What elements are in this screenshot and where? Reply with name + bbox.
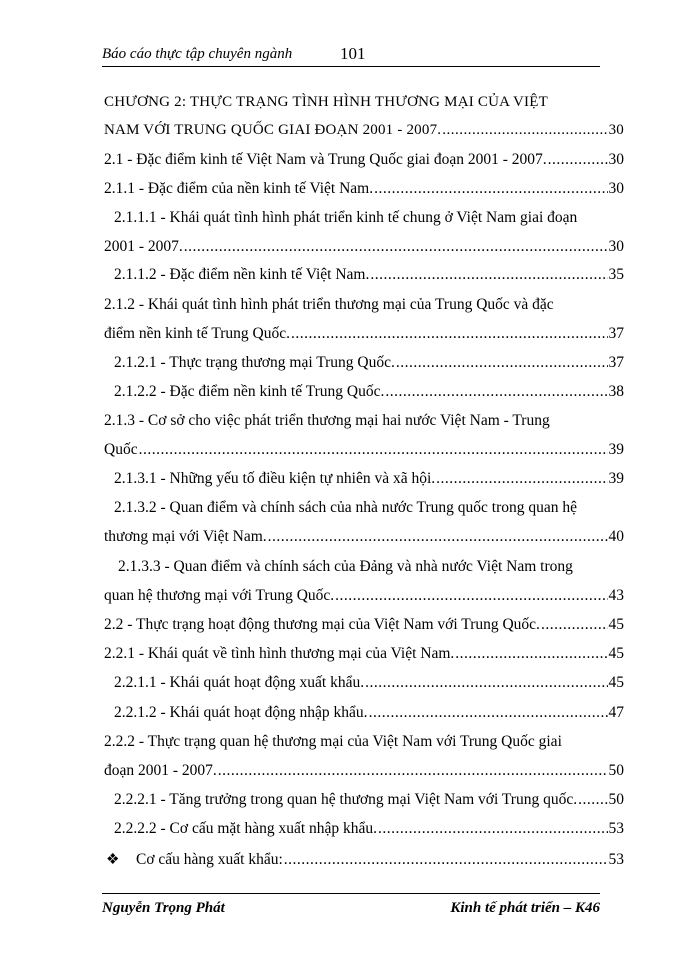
dot-leader bbox=[218, 760, 608, 782]
toc-entry-text: NAM VỚI TRUNG QUỐC GIAI ĐOẠN 2001 - 2007. bbox=[104, 122, 442, 138]
dot-leader bbox=[335, 585, 607, 607]
toc-entry bbox=[104, 526, 624, 548]
dot-leader bbox=[541, 614, 608, 636]
toc-entry-page: 43 bbox=[608, 587, 624, 604]
toc-entry-text: 2.1.1.2 - Đặc điểm nền kinh tế Việt Nam. bbox=[114, 266, 370, 283]
toc-entry-text: 2.2.2.1 - Tăng trưởng trong quan hệ thương mại Việt Nam với Trung quốc. bbox=[114, 791, 578, 808]
toc-entry-page: 30 bbox=[608, 122, 624, 138]
toc-entry-page: 39 bbox=[608, 470, 624, 487]
toc-entry-text: 2.2.1.1 - Khái quát hoạt động xuất khẩu. bbox=[114, 674, 365, 691]
toc-entry-page: 50 bbox=[608, 762, 624, 779]
header-title: Báo cáo thực tập chuyên ngành bbox=[102, 46, 293, 62]
dot-leader bbox=[268, 526, 608, 548]
dot-leader bbox=[378, 818, 607, 840]
toc-entry-text: 2.1.2.2 - Đặc điểm nền kinh tế Trung Quốc. bbox=[114, 383, 385, 400]
page-footer bbox=[102, 893, 600, 922]
toc-entry bbox=[114, 672, 624, 694]
toc-entry bbox=[104, 585, 624, 607]
toc-entry-text: 2.1.1 - Đặc điểm của nền kinh tế Việt Nam. bbox=[104, 180, 374, 197]
toc-entry-page: 39 bbox=[608, 441, 624, 458]
toc-entry-line1: 2.1.2 - Khái quát tình hình phát triển thương mại của Trung Quốc và đặc bbox=[104, 296, 554, 313]
toc-entry-page: 30 bbox=[608, 180, 624, 197]
toc-entry-text: 2.1 - Đặc điểm kinh tế Việt Nam và Trung Quốc giai đoạn 2001 - 2007. bbox=[104, 151, 547, 168]
toc-entry-page: 38 bbox=[608, 383, 624, 400]
toc-entry-line1: 2.1.1.1 - Khái quát tình hình phát triển kinh tế chung ở Việt Nam giai đoạn bbox=[114, 209, 578, 226]
toc-entry-text: 2.1.3.1 - Những yếu tố điều kiện tự nhiên và xã hội. bbox=[114, 470, 436, 487]
toc-entry-line1: 2.2.2 - Thực trạng quan hệ thương mại của Việt Nam với Trung Quốc giai bbox=[104, 733, 562, 750]
toc-entry bbox=[104, 323, 624, 345]
header-page-number: 101 bbox=[340, 44, 366, 63]
dot-leader bbox=[184, 236, 608, 258]
toc-chapter-line1: CHƯƠNG 2: THỰC TRẠNG TÌNH HÌNH THƯƠNG MẠI CỦA VIỆT bbox=[104, 94, 548, 110]
toc-entry-text: 2.1.2.1 - Thực trạng thương mại Trung Quốc. bbox=[114, 354, 395, 371]
dot-leader bbox=[436, 468, 607, 490]
dot-leader bbox=[139, 439, 608, 461]
toc-entry-line1: 2.1.3.2 - Quan điểm và chính sách của nhà nước Trung quốc trong quan hệ bbox=[114, 499, 577, 516]
dot-leader bbox=[370, 264, 607, 286]
dot-leader bbox=[284, 849, 608, 871]
toc-entry-text: điểm nền kinh tế Trung Quốc. bbox=[104, 325, 290, 342]
toc-entry bbox=[114, 352, 624, 374]
toc-entry bbox=[136, 849, 624, 871]
toc-entry bbox=[104, 439, 624, 461]
dot-leader bbox=[374, 178, 607, 200]
footer-department: Kinh tế phát triển – K46 bbox=[450, 900, 600, 916]
toc-entry bbox=[114, 381, 624, 403]
toc-entry-page: 53 bbox=[608, 820, 624, 837]
dot-leader bbox=[291, 323, 608, 345]
dot-leader bbox=[578, 789, 607, 811]
toc-entry bbox=[104, 614, 624, 636]
toc-entry-page: 37 bbox=[608, 325, 624, 342]
toc-entry-line1: 2.1.3 - Cơ sở cho việc phát triển thương mại hai nước Việt Nam - Trung bbox=[104, 412, 550, 429]
footer-author: Nguyễn Trọng Phát bbox=[102, 900, 225, 916]
diamond-bullet-icon: ❖ bbox=[106, 852, 120, 868]
toc-entry bbox=[104, 149, 624, 171]
toc-entry bbox=[114, 789, 624, 811]
toc-entry-page: 30 bbox=[608, 238, 624, 255]
toc-entry-page: 50 bbox=[608, 791, 624, 808]
toc-entry-text: thương mại với Việt Nam. bbox=[104, 528, 267, 545]
toc-entry-text: quan hệ thương mại với Trung Quốc. bbox=[104, 587, 335, 604]
toc-entry bbox=[114, 818, 624, 840]
toc-entry-text: 2.2.1 - Khái quát về tình hình thương mại của Việt Nam. bbox=[104, 645, 455, 662]
toc-entry-page: 37 bbox=[608, 354, 624, 371]
toc-entry-page: 45 bbox=[608, 674, 624, 691]
dot-leader bbox=[365, 672, 607, 694]
toc-entry bbox=[104, 178, 624, 200]
toc-entry bbox=[104, 119, 624, 141]
page-header bbox=[102, 44, 600, 67]
toc-entry-page: 47 bbox=[608, 704, 624, 721]
toc-entry-text: 2.2.2.2 - Cơ cấu mặt hàng xuất nhập khẩu. bbox=[114, 820, 378, 837]
toc-entry-text: Quốc bbox=[104, 441, 138, 458]
toc-entry bbox=[104, 760, 624, 782]
toc-entry-text: 2001 - 2007. bbox=[104, 238, 183, 255]
dot-leader bbox=[385, 381, 607, 403]
toc-entry-page: 40 bbox=[608, 528, 624, 545]
toc-entry-page: 53 bbox=[608, 851, 624, 868]
dot-leader bbox=[548, 149, 608, 171]
dot-leader bbox=[396, 352, 608, 374]
toc-entry bbox=[114, 264, 624, 286]
dot-leader bbox=[369, 702, 608, 724]
toc-entry bbox=[104, 643, 624, 665]
dot-leader bbox=[455, 643, 607, 665]
toc-entry-page: 30 bbox=[608, 151, 624, 168]
toc-entry-page: 45 bbox=[608, 645, 624, 662]
toc-entry-text: 2.2 - Thực trạng hoạt động thương mại của Việt Nam với Trung Quốc. bbox=[104, 616, 540, 633]
toc-entry-page: 35 bbox=[608, 266, 624, 283]
toc-entry-page: 45 bbox=[608, 616, 624, 633]
toc-entry bbox=[114, 702, 624, 724]
toc-entry-text: 2.2.1.2 - Khái quát hoạt động nhập khẩu. bbox=[114, 704, 368, 721]
toc-entry bbox=[104, 236, 624, 258]
toc-entry-text: Cơ cấu hàng xuất khẩu: bbox=[136, 851, 283, 868]
toc-entry-line1: 2.1.3.3 - Quan điểm và chính sách của Đảng và nhà nước Việt Nam trong bbox=[118, 558, 573, 575]
toc-entry bbox=[114, 468, 624, 490]
toc-entry-text: đoạn 2001 - 2007. bbox=[104, 762, 217, 779]
dot-leader bbox=[442, 119, 607, 141]
